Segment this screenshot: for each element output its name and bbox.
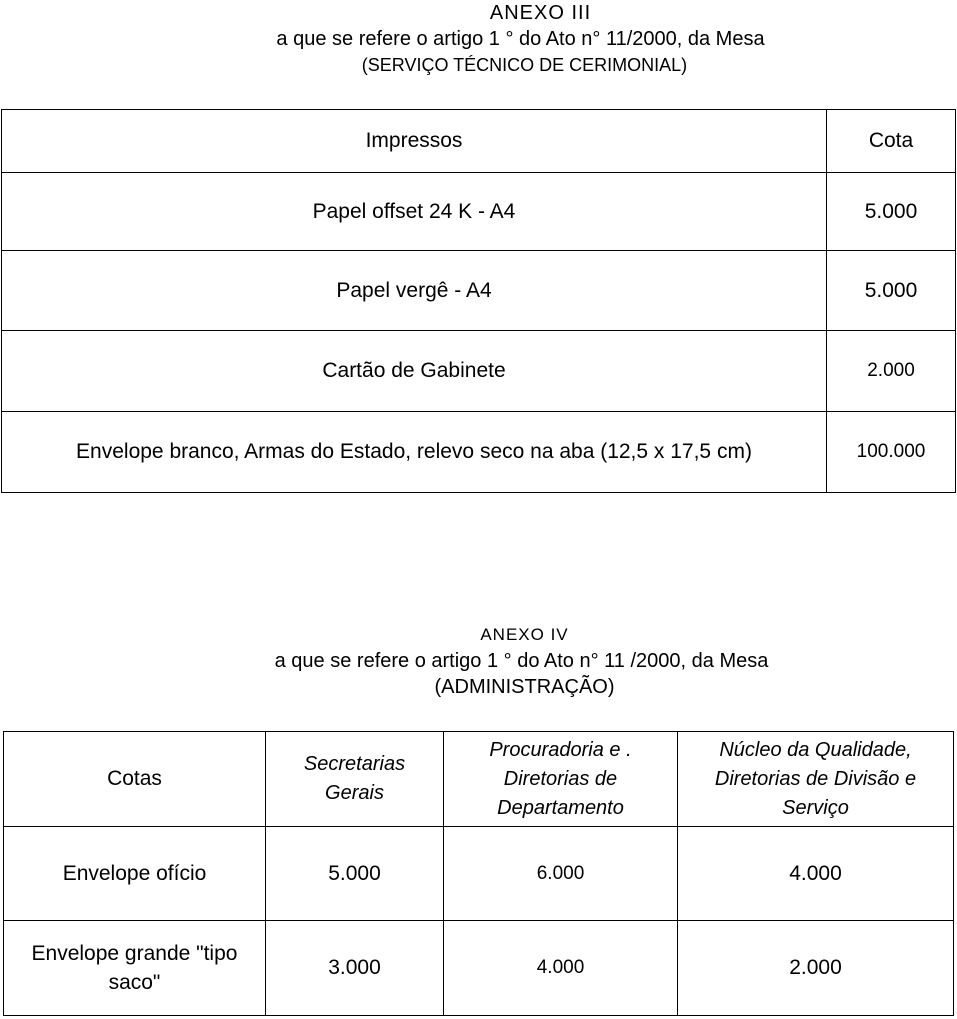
- value-cell: 4.000: [444, 921, 678, 1016]
- item-cell: Envelope ofício: [4, 827, 266, 921]
- column-header-secretarias: Secretarias Gerais: [266, 732, 444, 827]
- annex4-title: ANEXO IV: [480, 625, 569, 644]
- quota-cell: 100.000: [827, 412, 956, 493]
- annex4-service: (ADMINISTRAÇÃO): [434, 676, 615, 698]
- item-cell: Envelope branco, Armas do Estado, relevo seco na aba (12,5 x 17,5 cm): [2, 412, 827, 493]
- annex3-title: ANEXO III: [489, 2, 592, 24]
- table-row: [2, 331, 956, 412]
- quota-cell: 2.000: [827, 331, 956, 412]
- column-header-cota: Cota: [827, 110, 956, 173]
- table-header-row: [2, 110, 956, 173]
- annex4-subtitle: a que se refere o artigo 1 ° do Ato n° 11 /2000, da Mesa: [274, 650, 769, 672]
- value-cell: 5.000: [266, 827, 444, 921]
- annex3-service: (SERVIÇO TÉCNICO DE CERIMONIAL): [361, 55, 688, 75]
- item-cell: Cartão de Gabinete: [2, 331, 827, 412]
- table-row: [2, 173, 956, 251]
- column-header-nucleo: Núcleo da Qualidade, Diretorias de Divisão e Serviço: [678, 732, 954, 827]
- value-cell: 4.000: [678, 827, 954, 921]
- value-cell: 2.000: [678, 921, 954, 1016]
- item-cell: Papel vergê - A4: [2, 251, 827, 331]
- annex4-table: [3, 731, 954, 1016]
- value-cell: 3.000: [266, 921, 444, 1016]
- table-row: [2, 251, 956, 331]
- column-header-cotas: Cotas: [4, 732, 266, 827]
- column-header-procuradoria: Procuradoria e . Diretorias de Departamento: [444, 732, 678, 827]
- annex3-table: [1, 109, 956, 493]
- column-header-impressos: Impressos: [2, 110, 827, 173]
- value-cell: 6.000: [444, 827, 678, 921]
- table-row: [4, 921, 954, 1016]
- table-header-row: [4, 732, 954, 827]
- table-row: [4, 827, 954, 921]
- quota-cell: 5.000: [827, 173, 956, 251]
- item-cell: Papel offset 24 K - A4: [2, 173, 827, 251]
- annex4-header: [0, 622, 957, 700]
- item-cell: Envelope grande "tipo saco": [4, 921, 266, 1016]
- annex3-subtitle: a que se refere o artigo 1 ° do Ato n° 11/2000, da Mesa: [276, 28, 765, 50]
- quota-cell: 5.000: [827, 251, 956, 331]
- annex3-header: [0, 0, 957, 78]
- table-row: [2, 412, 956, 493]
